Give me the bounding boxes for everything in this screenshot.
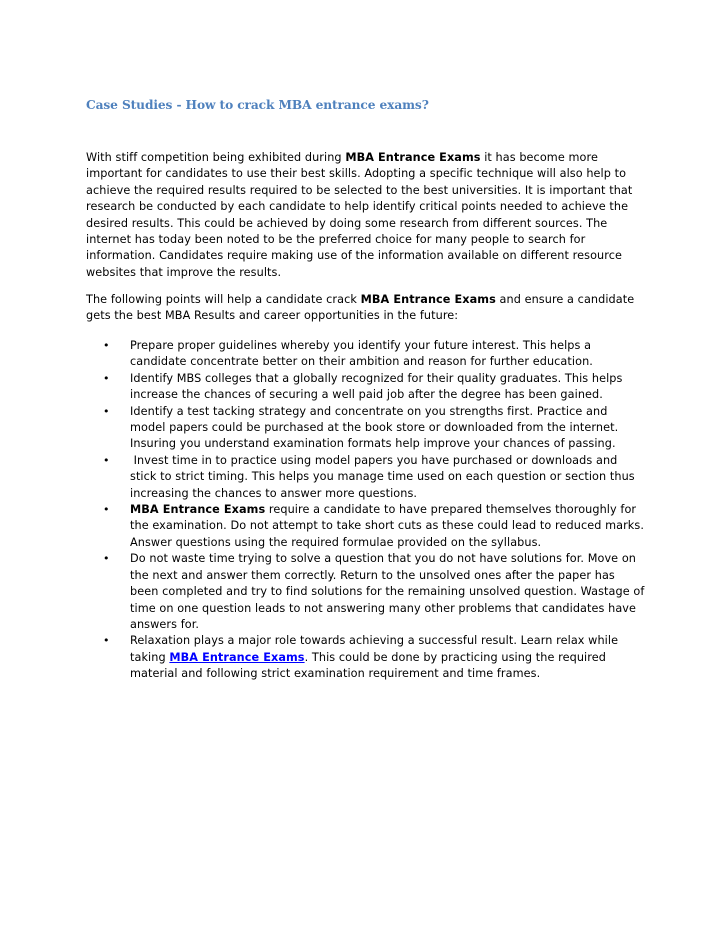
points-intro-bold-keyword: MBA Entrance Exams bbox=[360, 293, 496, 306]
bullet-icon: • bbox=[103, 634, 110, 648]
list-item-text-start: Relaxation plays a major role towards achieving a successful result. Learn relax while taking bbox=[130, 634, 619, 664]
intro-bold-keyword: MBA Entrance Exams bbox=[345, 151, 481, 164]
bullet-icon: • bbox=[103, 453, 110, 467]
list-item-text: Invest time in to practice using model papers you have purchased or downloads and stick to strict timing. This helps you manage time used on each question or section thus increasing the chances to answer more questions. bbox=[130, 453, 639, 500]
document-title: Case Studies - How to crack MBA entrance exams? bbox=[86, 98, 429, 112]
mba-entrance-exams-link[interactable]: MBA Entrance Exams bbox=[169, 650, 305, 664]
list-item bbox=[86, 371, 646, 404]
bullet-icon: • bbox=[103, 371, 110, 385]
list-item-text-end: . This could be done by practicing using the required material and following strict examination requirement and time frames. bbox=[130, 650, 606, 681]
tips-list bbox=[86, 338, 646, 683]
list-item-bold-keyword: MBA Entrance Exams bbox=[130, 503, 266, 517]
bullet-icon: • bbox=[103, 503, 110, 517]
bullet-icon: • bbox=[103, 552, 110, 566]
list-item bbox=[86, 502, 646, 551]
intro-text-end: it has become more important for candidates to use their best skills. Adopting a specific technique will also help to achieve the required results required to be selected to the best universities. It is important that research be conducted by each candidate to help identify critical points needed to achieve the desired results. This could be achieved by doing some research from different sources. The internet has today been noted to be the preferred choice for many people to search for information. Candidates require making use of the information available on different resource websites that improve the results. bbox=[86, 151, 633, 279]
bullet-icon: • bbox=[103, 339, 110, 352]
list-item-text: Do not waste time trying to solve a question that you do not have solutions for. Move on the next and answer them correctly. Return to the unsolved ones after the paper has been completed and try to find solutions for the remaining unsolved question. Wastage of time on one question leads to not answering many other problems that candidates have answers for. bbox=[130, 552, 645, 631]
points-intro-text-end: and ensure a candidate gets the best MBA Results and career opportunities in the future: bbox=[86, 293, 635, 323]
bullet-icon: • bbox=[103, 404, 110, 418]
list-item bbox=[86, 453, 646, 502]
list-item-text: require a candidate to have prepared themselves thoroughly for the examination. Do not attempt to take short cuts as these could lead to reduced marks. Answer questions using the required formulae provided on the syllabus. bbox=[130, 503, 644, 549]
points-intro-paragraph bbox=[86, 292, 646, 325]
intro-text-start: With stiff competition being exhibited during bbox=[86, 151, 346, 164]
list-item bbox=[86, 551, 646, 633]
intro-paragraph bbox=[86, 150, 646, 281]
list-item bbox=[86, 633, 646, 682]
list-item-text: Prepare proper guidelines whereby you identify your future interest. This helps a candidate concentrate better on their ambition and reason for further education. bbox=[130, 339, 593, 369]
list-item-text: Identify a test tacking strategy and concentrate on you strengths first. Practice and model papers could be purchased at the book store or downloaded from the internet. Insuring you understand examination formats help improve your chances of passing. bbox=[130, 404, 619, 451]
points-intro-text-start: The following points will help a candidate crack bbox=[86, 293, 361, 306]
list-item-text: Identify MBS colleges that a globally recognized for their quality graduates. This helps increase the chances of securing a well paid job after the degree has been gained. bbox=[130, 371, 623, 402]
list-item bbox=[86, 404, 646, 453]
list-item bbox=[86, 338, 646, 371]
